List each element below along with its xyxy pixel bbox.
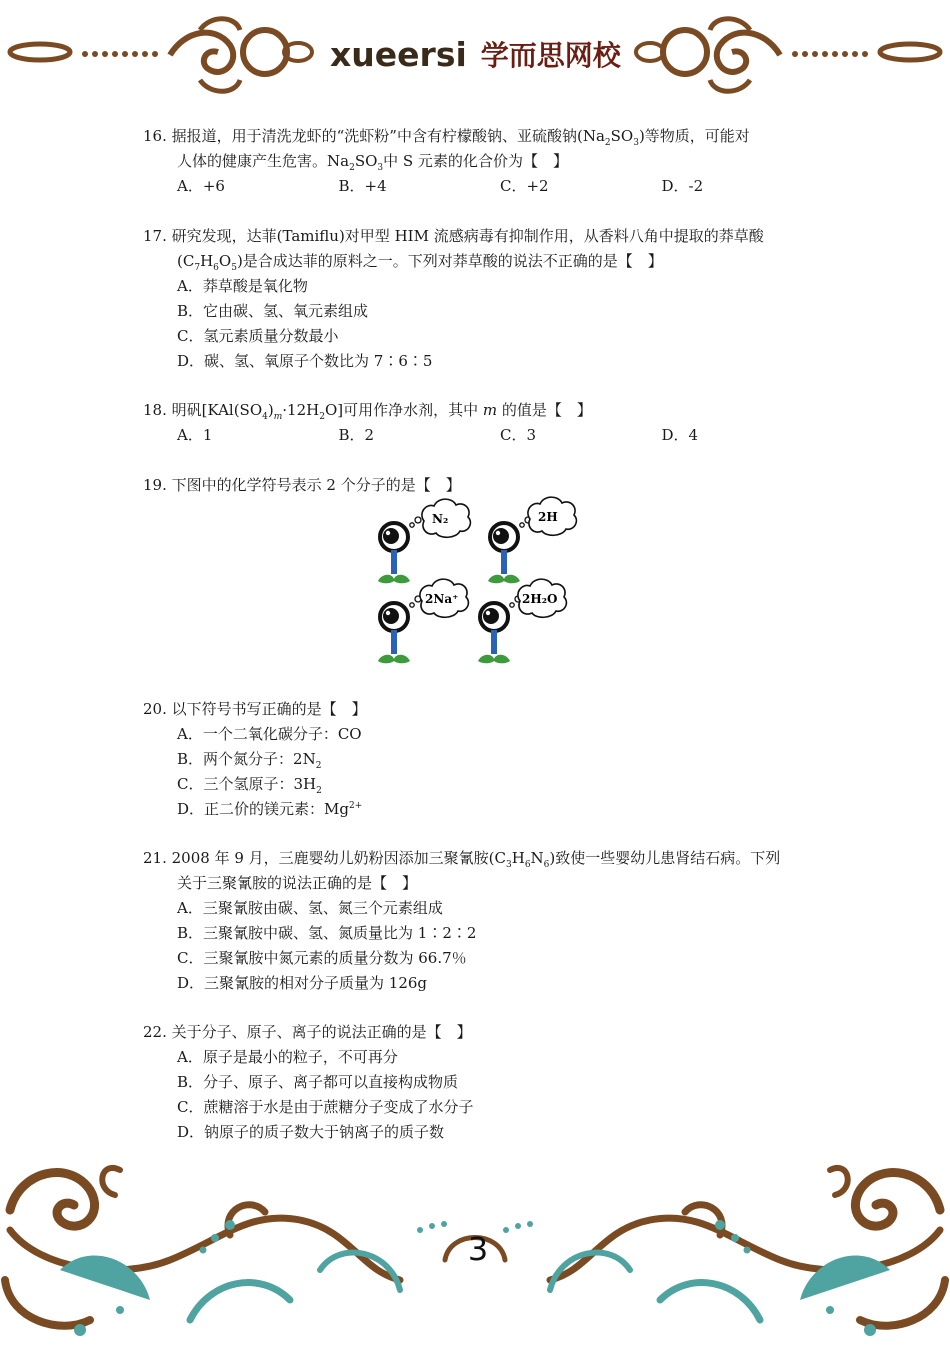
question-stem: 22. 关于分子、原子、离子的说法正确的是【 】: [143, 1023, 472, 1041]
option-a: A．1: [177, 426, 213, 444]
option-c: C．三个氢原子：$3H_2$: [177, 775, 322, 796]
option-row: [143, 174, 823, 199]
option-b: B．+4: [338, 177, 387, 195]
option-c: C．氢元素质量分数最小: [177, 327, 339, 345]
question-stem: 21. 2008 年 9 月，三鹿婴幼儿奶粉因添加三聚氰胺$(C_3H_6N_6)$致使一些婴幼儿患肾结石病。下列 关于三聚氰胺的说法正确的是【 】: [143, 849, 781, 892]
option-d: D．钠原子的质子数大于钠离子的质子数: [177, 1123, 445, 1141]
option-a: A．莽草酸是氧化物: [177, 277, 308, 295]
figure-label-n2: N₂: [432, 512, 449, 526]
option-c: C．三聚氰胺中氮元素的质量分数为 66.7％: [177, 949, 467, 967]
question-stem: 20. 以下符号书写正确的是【 】: [143, 700, 367, 718]
option-row: [143, 423, 823, 448]
figure-label-2h2o: 2H₂O: [522, 592, 558, 606]
brand-logo: [330, 30, 630, 78]
option-a: A．三聚氰胺由碳、氢、氮三个元素组成: [177, 899, 443, 917]
question-19-figure: [370, 495, 580, 670]
question-21: [143, 846, 823, 996]
option-c: C．+2: [500, 177, 549, 195]
option-c: C．蔗糖溶于水是由于蔗糖分子变成了水分子: [177, 1098, 474, 1116]
question-stem: 18. 明矾$[KAl(SO_4)_m\cdot 12H_2O]$可用作净水剂，其中 m 的值是【 】: [143, 401, 592, 422]
option-b: B．它由碳、氢、氧元素组成: [177, 302, 369, 320]
question-17: [143, 224, 823, 374]
question-22: [143, 1020, 823, 1145]
thinking-figures-illustration: [370, 495, 580, 670]
figure-label-2h: 2H: [538, 510, 558, 524]
option-d: D．正二价的镁元素：$Mg^{2+}$: [177, 800, 363, 818]
question-18: [143, 398, 823, 448]
option-a: A．+6: [177, 177, 225, 195]
page-number: 3: [467, 1230, 489, 1268]
option-b: B．三聚氰胺中碳、氢、氮质量比为 1∶2∶2: [177, 924, 477, 942]
question-20: [143, 697, 823, 822]
figure-label-2na: 2Na⁺: [425, 592, 459, 606]
question-16: [143, 124, 823, 199]
option-b: B．2: [338, 426, 375, 444]
option-d: D．-2: [661, 177, 704, 195]
brand-name-zh: 学而思网校: [480, 39, 621, 72]
brand-name-en: xueersi: [330, 34, 467, 74]
option-d: D．碳、氢、氧原子个数比为 7∶6∶5: [177, 352, 433, 370]
option-b: B．分子、原子、离子都可以直接构成物质: [177, 1073, 459, 1091]
question-stem: 19. 下图中的化学符号表示 2 个分子的是【 】: [143, 476, 461, 494]
option-d: D．三聚氰胺的相对分子质量为 126g: [177, 974, 428, 992]
header-banner: [0, 0, 950, 100]
option-b: B．两个氮分子：$2N_2$: [177, 750, 322, 771]
option-a: A．一个二氧化碳分子：CO: [177, 725, 362, 743]
question-stem: 16. 据报道，用于清洗龙虾的“洗虾粉”中含有柠檬酸钠、亚硫酸钠$(Na_2SO_3)$等物质，可能对 人体的健康产生危害。$Na_2SO_3$中 S 元素的化合价为【 】: [143, 127, 750, 173]
option-a: A．原子是最小的粒子，不可再分: [177, 1048, 398, 1066]
question-stem: 17. 研究发现，达菲(Tamiflu)对甲型 HIM 流感病毒有抑制作用，从香料八角中提取的莽草酸 $(C_7H_6O_5)$是合成达菲的原料之一。下列对莽草酸的说法不正确的是【 】: [143, 227, 764, 273]
option-d: D．4: [661, 426, 699, 444]
option-c: C．3: [500, 426, 537, 444]
